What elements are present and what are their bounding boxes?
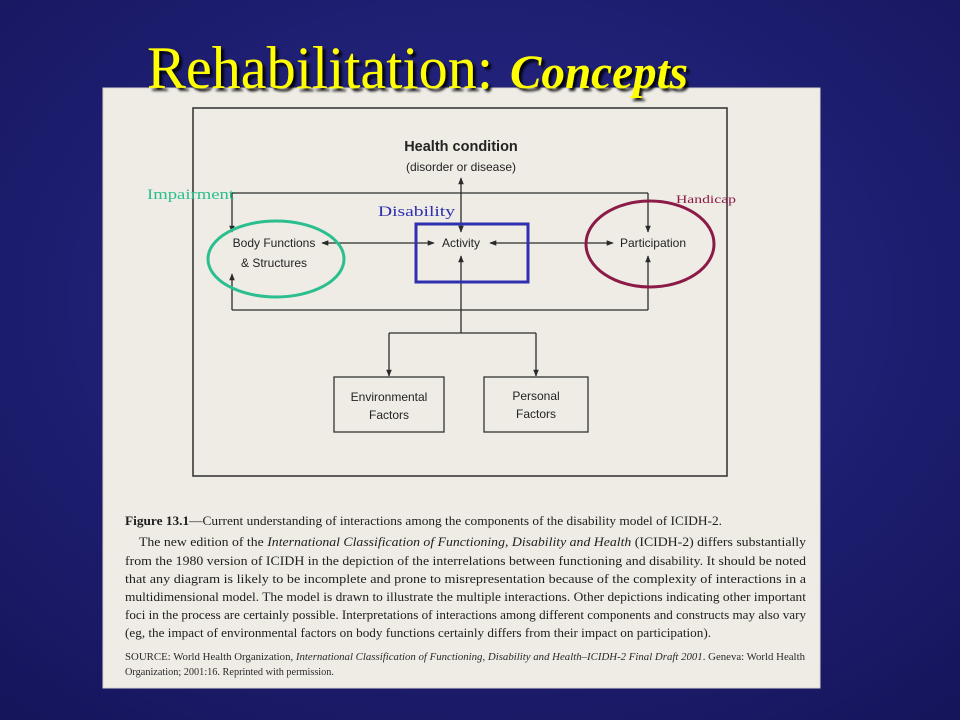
figure-caption-title bbox=[125, 514, 722, 528]
source-publication-title: International Classification of Functioning, Disability and Health–ICIDH-2 Final Draft 2001 bbox=[295, 652, 691, 663]
source-line: Organization; 2001:16. Reprinted with permission. bbox=[125, 667, 334, 678]
source-line-segment: SOURCE: World Health Organization, bbox=[125, 652, 291, 663]
body-functions-label: Body Functions bbox=[232, 236, 316, 250]
caption-paragraph-line: (eg, the impact of environmental factors on body functions certainly differs from their impact on participation). bbox=[125, 626, 711, 640]
caption-paragraph-line: foci in the process are certainly possible. Interpretations of interactions among different components and constructs may also vary bbox=[125, 608, 807, 622]
health-condition-subtitle: (disorder or disease) bbox=[405, 160, 517, 174]
source-line bbox=[125, 652, 806, 663]
disability-label: Disability bbox=[378, 204, 456, 220]
participation-label: Participation bbox=[619, 236, 687, 250]
caption-paragraph-line: that any diagram is likely to be incomplete and prone to misrepresentation because of the complexity of interactions in a bbox=[125, 572, 807, 586]
source-line-segment: . Geneva: World Health bbox=[702, 652, 802, 663]
caption-line-segment: The new edition of the bbox=[139, 535, 259, 549]
slide-title-main: Rehabilitation: bbox=[147, 35, 493, 101]
scanned-figure bbox=[103, 88, 820, 688]
caption-paragraph-line: multidimensional model. The model is drawn to illustrate the multiple interactions. Other depictions indicating other important bbox=[125, 590, 807, 604]
impairment-label: Impairment bbox=[147, 187, 236, 203]
body-structures-label: & Structures bbox=[240, 256, 308, 270]
handicap-label: Handicap bbox=[676, 192, 736, 206]
activity-label: Activity bbox=[441, 236, 481, 250]
slide-title-emphasis: Concepts bbox=[510, 46, 688, 99]
caption-paragraph-line bbox=[139, 535, 807, 549]
personal-factors-label: Personal bbox=[512, 389, 560, 403]
personal-factors-label-line2: Factors bbox=[515, 407, 557, 421]
environmental-factors-label-line2: Factors bbox=[368, 408, 410, 422]
figure-number: Figure 13.1 bbox=[125, 514, 187, 528]
environmental-factors-label: Environmental bbox=[350, 390, 428, 404]
figure-title: —Current understanding of interactions among the components of the disability model of ICIDH-2. bbox=[189, 514, 701, 528]
caption-paragraph-line: from the 1980 version of ICIDH in the depiction of the interrelations between functioning and disability. It should be noted bbox=[125, 554, 807, 568]
caption-publication-title: International Classification of Functioning, Disability and Health bbox=[267, 535, 606, 549]
health-condition-title: Health condition bbox=[404, 139, 518, 155]
caption-line-segment: (ICIDH-2) differs substantially bbox=[631, 535, 794, 549]
figure-caption bbox=[125, 514, 807, 678]
